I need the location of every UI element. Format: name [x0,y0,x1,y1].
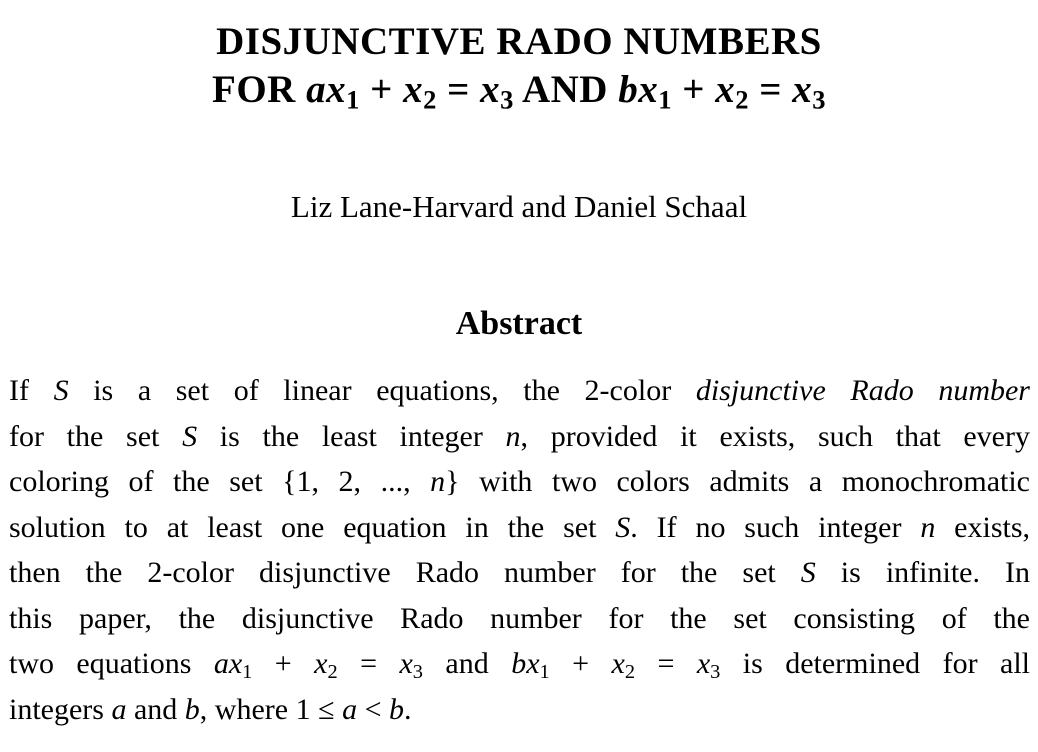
abstract-body [0,368,1038,732]
title-line-2: FOR $ax_1 + x_2 = x_3$ AND $bx_1 + x_2 = x_3$ [212,68,826,115]
paper-title [0,18,1038,114]
abstract-line: If S is a set of linear equations, the 2-color disjunctive Rado number [9,374,1030,407]
abstract-line: two equations $ax_1 + x_2 = x_3$ and $bx_1 + x_2 = x_3$ is determined for all [9,647,1030,684]
abstract-line: for the set S is the least integer n, provided it exists, such that every [9,419,1030,453]
paper-page [0,18,1038,752]
abstract-line: solution to at least one equation in the set S. If no such integer n exists, [9,510,1031,544]
title-line-1: DISJUNCTIVE RADO NUMBERS [216,20,822,63]
abstract-line: this paper, the disjunctive Rado number for the set consisting of the [9,601,1030,635]
abstract-line: then the 2-color disjunctive Rado number for the set S is infinite. In [9,556,1030,589]
abstract-line: integers a and b, where 1 ≤ a < b. [9,692,412,726]
abstract-heading: Abstract [455,305,583,342]
abstract-line: coloring of the set {1, 2, ..., n} with two colors admits a monochromatic [9,465,1030,498]
authors-line: Liz Lane-Harvard and Daniel Schaal [290,189,748,224]
